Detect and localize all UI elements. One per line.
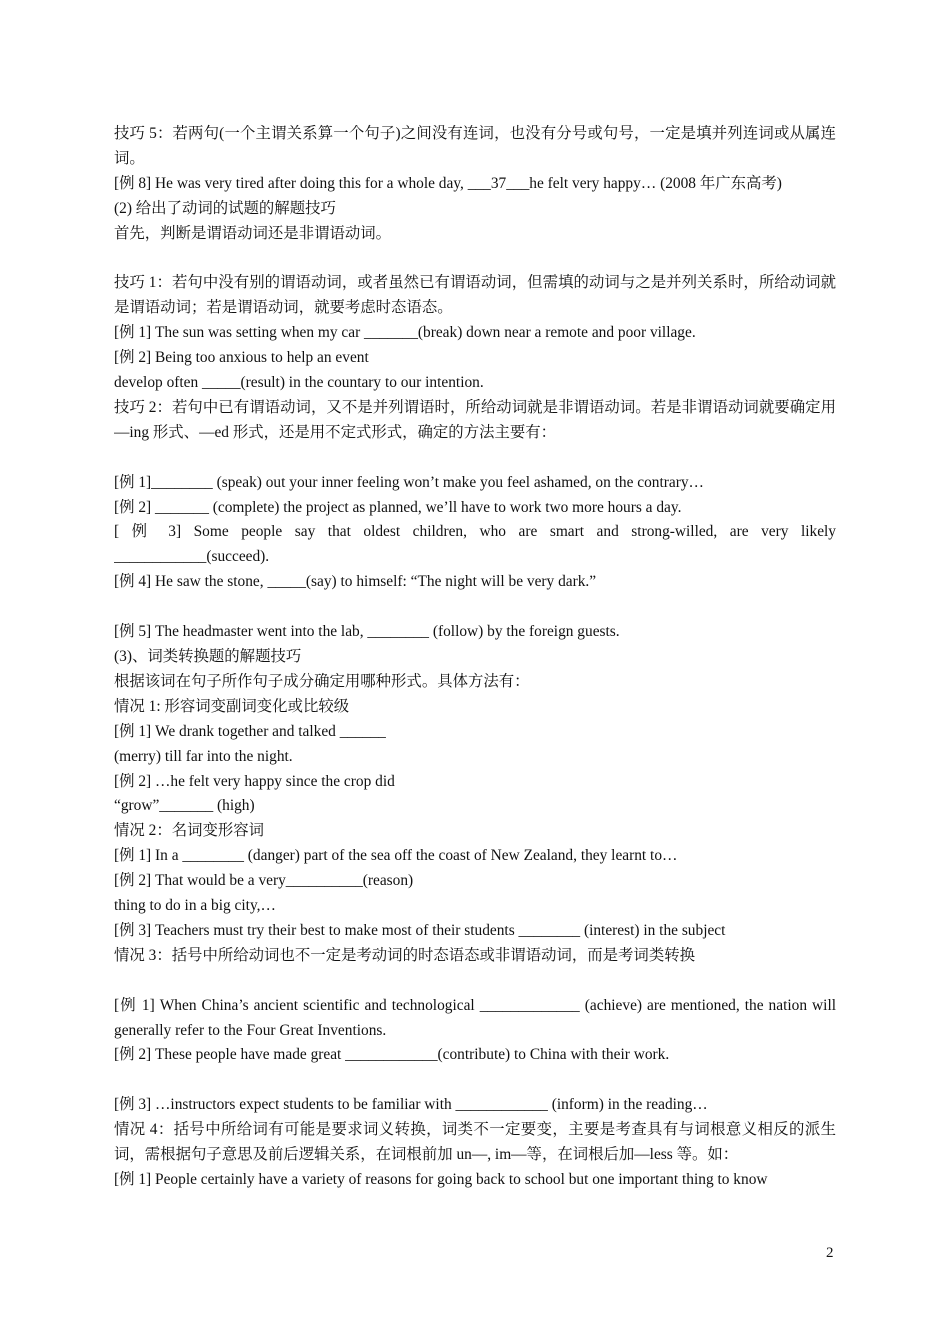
blank-line bbox=[114, 1068, 836, 1093]
blank-line bbox=[114, 446, 836, 471]
example-line: [例 1] People certainly have a variety of reasons for going back to school but one important thing to know bbox=[114, 1170, 768, 1188]
example-line: [例 4] He saw the stone, _____(say) to himself: “The night will be very dark.” bbox=[114, 573, 597, 591]
heading-case-1: 情况 1: 形容词变副词变化或比较级 bbox=[114, 697, 350, 715]
heading-case-2: 情况 2：名词变形容词 bbox=[114, 822, 265, 840]
example-line: thing to do in a big city,… bbox=[114, 897, 276, 915]
paragraph-skill-2: 技巧 2：若句中已有谓语动词，又不是并列谓语时，所给动词就是非谓语动词。若是非谓语动词就要确定用—ing 形式、—ed 形式，还是用不定式形式，确定的方法主要有： bbox=[114, 398, 836, 441]
example-line: [ 例 3] Some people say that oldest children, who are smart and strong-willed, are very likely ____________(succeed). bbox=[114, 523, 836, 566]
heading-word-conversion: (3)、词类转换题的解题技巧 bbox=[114, 647, 302, 665]
example-line: [例 1] In a ________ (danger) part of the sea off the coast of New Zealand, they learnt to… bbox=[114, 847, 678, 865]
example-line: develop often _____(result) in the countary to our intention. bbox=[114, 374, 484, 392]
heading-verb-skills: (2) 给出了动词的试题的解题技巧 bbox=[114, 199, 336, 217]
paragraph-method: 根据该词在句子所作句子成分确定用哪种形式。具体方法有： bbox=[114, 672, 530, 690]
example-line: [例 2] That would be a very__________(reason) bbox=[114, 872, 414, 890]
example-line: [例 3] …instructors expect students to be familiar with ____________ (inform) in the reading… bbox=[114, 1096, 708, 1114]
example-line: [例 3] Teachers must try their best to make most of their students ________ (interest) in the subject bbox=[114, 921, 726, 939]
blank-line bbox=[114, 247, 836, 272]
example-line: [例 1]________ (speak) out your inner feeling won’t make you feel ashamed, on the contrary… bbox=[114, 473, 704, 491]
page-number: 2 bbox=[826, 1245, 834, 1261]
paragraph-example-8: [例 8] He was very tired after doing this for a whole day, ___37___he felt very happy… (2008 年广东高考) bbox=[114, 174, 782, 192]
example-line: [例 2] These people have made great ____________(contribute) to China with their work. bbox=[114, 1046, 670, 1064]
heading-case-3: 情况 3：括号中所给动词也不一定是考动词的时态语态或非谓语动词，而是考词类转换 bbox=[114, 946, 695, 964]
paragraph-case-4: 情况 4：括号中所给词有可能是要求词义转换，词类不一定要变，主要是考查具有与词根意义相反的派生词，需根据句子意思及前后逻辑关系，在词根前加 un—, im—等，在词根后加—less 等。如： bbox=[114, 1121, 836, 1164]
example-line: “grow”_______ (high) bbox=[114, 797, 255, 815]
blank-line bbox=[114, 969, 836, 994]
example-line: (merry) till far into the night. bbox=[114, 747, 293, 765]
example-line: [例 1] When China’s ancient scientific and technological _____________ (achieve) are mentioned, the nation will generally refer to the Four Great Inventions. bbox=[114, 996, 836, 1039]
blank-line bbox=[114, 595, 836, 620]
paragraph-skill-5: 技巧 5：若两句(一个主谓关系算一个句子)之间没有连词，也没有分号或句号，一定是填并列连词或从属连词。 bbox=[114, 125, 836, 167]
paragraph-skill-1: 技巧 1：若句中没有别的谓语动词，或者虽然已有谓语动词，但需填的动词与之是并列关系时，所给动词就是谓语动词；若是谓语动词，就要考虑时态语态。 bbox=[114, 274, 836, 317]
example-line: [例 2] Being too anxious to help an event bbox=[114, 349, 369, 367]
document-body bbox=[114, 122, 836, 1193]
example-line: [例 5] The headmaster went into the lab, ________ (follow) by the foreign guests. bbox=[114, 623, 620, 641]
example-line: [例 2] _______ (complete) the project as planned, we’ll have to work two more hours a day. bbox=[114, 498, 682, 516]
paragraph-first-judge: 首先，判断是谓语动词还是非谓语动词。 bbox=[114, 224, 392, 242]
example-line: [例 1] We drank together and talked ______ bbox=[114, 722, 386, 740]
example-line: [例 2] …he felt very happy since the crop did bbox=[114, 772, 395, 790]
example-line: [例 1] The sun was setting when my car _______(break) down near a remote and poor village. bbox=[114, 324, 696, 342]
